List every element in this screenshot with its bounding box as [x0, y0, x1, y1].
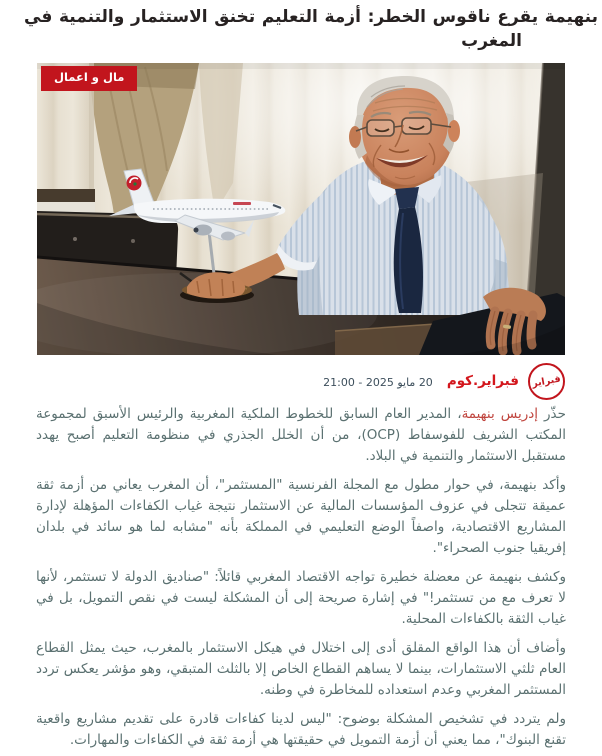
article-title	[0, 0, 602, 53]
category-badge[interactable]: مال و اعمال	[41, 66, 137, 91]
meta-row	[37, 362, 565, 400]
paragraph-1	[36, 404, 566, 467]
publish-datetime: 20 مايو 2025 - 21:00	[323, 375, 433, 389]
person-link[interactable]: إدريس بنهيمة	[461, 406, 539, 422]
article-hero-image	[37, 63, 565, 355]
paragraph-1-rest: ، المدير العام السابق للخطوط الملكية المغربية والرئيس الأسبق لمجموعة المكتب الشريف للفوسفاط (OCP)، من أن الخلل الجذري في منظومة التعليم أصبح يهدد مستقبل الاستثمار والتنمية في البلاد.	[36, 406, 566, 464]
site-name-link[interactable]: فبراير.كوم	[446, 373, 519, 389]
title-line-2: المغرب	[461, 31, 522, 51]
paragraph-1-pre: حذّر	[538, 406, 566, 422]
paragraph-2: وأكد بنهيمة، في حوار مطول مع المجلة الفرنسية "المستثمر"، أن المغرب يعاني من أزمة ثقة عميقة تتجلى في عزوف المؤسسات المالية عن الاستثمار نتيجة غياب الكفاءات المؤهلة لإدارة المشاريع الاقتصادية، واصفاً الوضع التعليمي في المملكة بأنه "مشابه لما هو سائد في بلدان إفريقيا جنوب الصحراء".	[36, 477, 566, 556]
interview-photo	[37, 63, 565, 355]
site-logo[interactable]	[528, 363, 565, 400]
site-logo-text: فبراير	[531, 373, 562, 389]
paragraph-4: وأضاف أن هذا الواقع المقلق أدى إلى اختلال في هيكل الاستثمار بالمغرب، حيث يمثل القطاع العام ثلثي الاستثمارات، بينما لا يساهم القطاع الخاص إلا بالثلث المتبقي، وهو مؤشر يعكس تردد المستثمر المغربي وعدم استعداده للمخاطرة في وطنه.	[36, 640, 566, 698]
title-line-1: بنهيمة يقرع ناقوس الخطر: أزمة التعليم تخنق الاستثمار والتنمية في	[24, 7, 598, 27]
paragraph-5: ولم يتردد في تشخيص المشكلة بوضوح: "ليس لدينا كفاءات قادرة على تقديم مشاريع واقعية تقنع البنوك"، مما يعني أن أزمة التمويل في حقيقتها هي أزمة ثقة في الكفاءات والمهارات.	[36, 711, 566, 748]
article-body	[36, 404, 566, 751]
paragraph-3: وكشف بنهيمة عن معضلة خطيرة تواجه الاقتصاد المغربي قائلاً: "صناديق الدولة لا تستثمر، لأنها لا تعرف مع من تستثمر!" في إشارة صريحة إلى أن المشكلة ليست في نقص التمويل، بل في غياب الثقة بالكفاءات المحلية.	[36, 569, 566, 627]
